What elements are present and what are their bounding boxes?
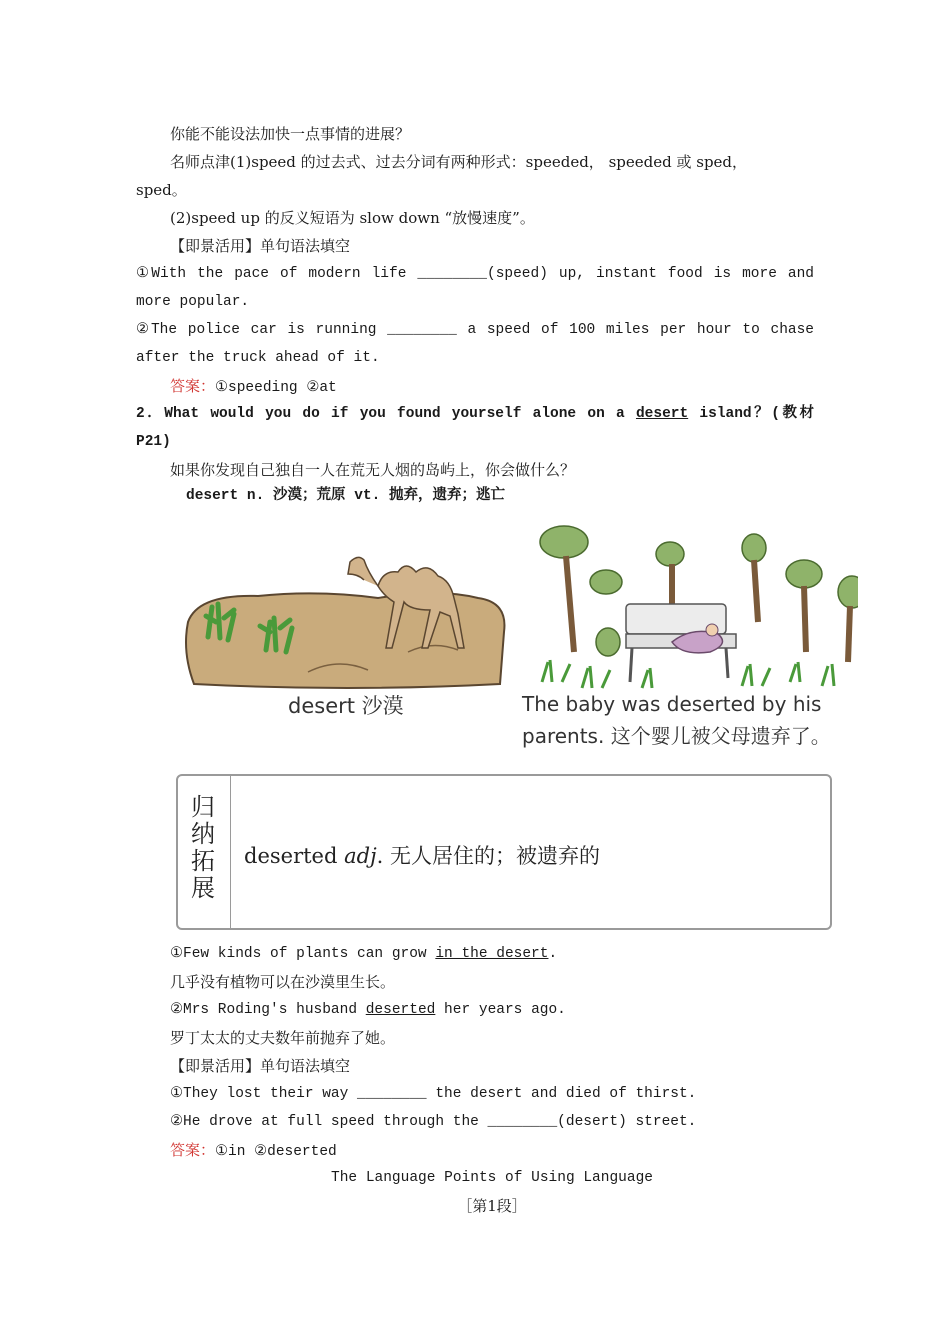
point-keyword: desert — [635, 406, 689, 422]
exercise-item: more popular. — [136, 294, 250, 310]
illustration-panel — [170, 512, 858, 764]
answer-label: 答案： — [170, 1141, 216, 1159]
tip-line: sped。 — [136, 181, 187, 199]
left-caption: desert 沙漠 — [288, 694, 404, 718]
right-caption-line-2: parents. 这个婴儿被父母遗弃了。 — [522, 724, 831, 748]
example-text: ②Mrs Roding's husband — [170, 1002, 366, 1018]
example-sentence — [170, 1000, 566, 1020]
exercise-item: after the truck ahead of it. — [136, 350, 380, 366]
point-text: 2．What would you do if you found yourself alone on a — [136, 406, 636, 422]
summary-box-label-cell — [178, 776, 231, 928]
example-underlined: in the desert — [435, 946, 549, 962]
example-text: her years ago. — [435, 1002, 566, 1018]
point-heading: P21) — [136, 434, 171, 450]
answer-text: ①in ②deserted — [215, 1144, 337, 1160]
exercise-item: ②He drove at full speed through the ________(desert) street. — [170, 1114, 697, 1130]
point-text: island？(教材 — [688, 406, 814, 422]
example-text: . — [548, 946, 558, 962]
answer-line — [170, 376, 337, 398]
answer-line — [170, 1140, 337, 1162]
exercise-heading: 【即景活用】单句语法填空 — [170, 1057, 351, 1075]
section-title: The Language Points of Using Language — [331, 1170, 653, 1186]
deserted-baby-illustration — [522, 512, 858, 692]
definition-line: desert n. 沙漠；荒原 vt. 抛弃，遗弃；逃亡 — [186, 488, 506, 504]
summary-box-label: 归纳拓展 — [191, 793, 215, 902]
example-translation: 罗丁太太的丈夫数年前抛弃了她。 — [170, 1029, 396, 1047]
section-subtitle: ［第1段］ — [457, 1197, 527, 1215]
tip-line: (2)speed up 的反义短语为 slow down “放慢速度”。 — [170, 209, 535, 227]
example-text: ①Few kinds of plants can grow — [170, 946, 436, 962]
derived-word: deserted — [244, 844, 338, 868]
text-line: 你能不能设法加快一点事情的进展？ — [170, 125, 411, 143]
part-of-speech: adj — [344, 844, 377, 868]
example-translation: 几乎没有植物可以在沙漠里生长。 — [170, 973, 396, 991]
exercise-item: ①With the pace of modern life ________(speed) up, instant food is more and — [136, 266, 814, 282]
summary-box-content — [244, 840, 600, 870]
exercise-item: ①They lost their way ________ the desert and died of thirst. — [170, 1086, 697, 1102]
answer-label: 答案： — [170, 377, 216, 395]
translation-line: 如果你发现自己独自一人在荒无人烟的岛屿上，你会做什么？ — [170, 461, 576, 479]
exercise-heading: 【即景活用】单句语法填空 — [170, 237, 351, 255]
tip-line: 名师点津(1)speed 的过去式、过去分词有两种形式：speeded， speeded 或 sped， — [170, 153, 748, 171]
point-heading — [136, 404, 814, 424]
answer-text: ①speeding ②at — [215, 380, 337, 396]
right-caption-line-1: The baby was deserted by his — [522, 692, 822, 716]
exercise-item: ②The police car is running ________ a speed of 100 miles per hour to chase — [136, 322, 814, 338]
example-sentence — [170, 944, 557, 964]
desert-camel-illustration — [178, 552, 508, 697]
example-underlined: deserted — [365, 1002, 436, 1018]
word-meaning: . 无人居住的；被遗弃的 — [376, 844, 600, 868]
summary-box — [176, 774, 832, 930]
